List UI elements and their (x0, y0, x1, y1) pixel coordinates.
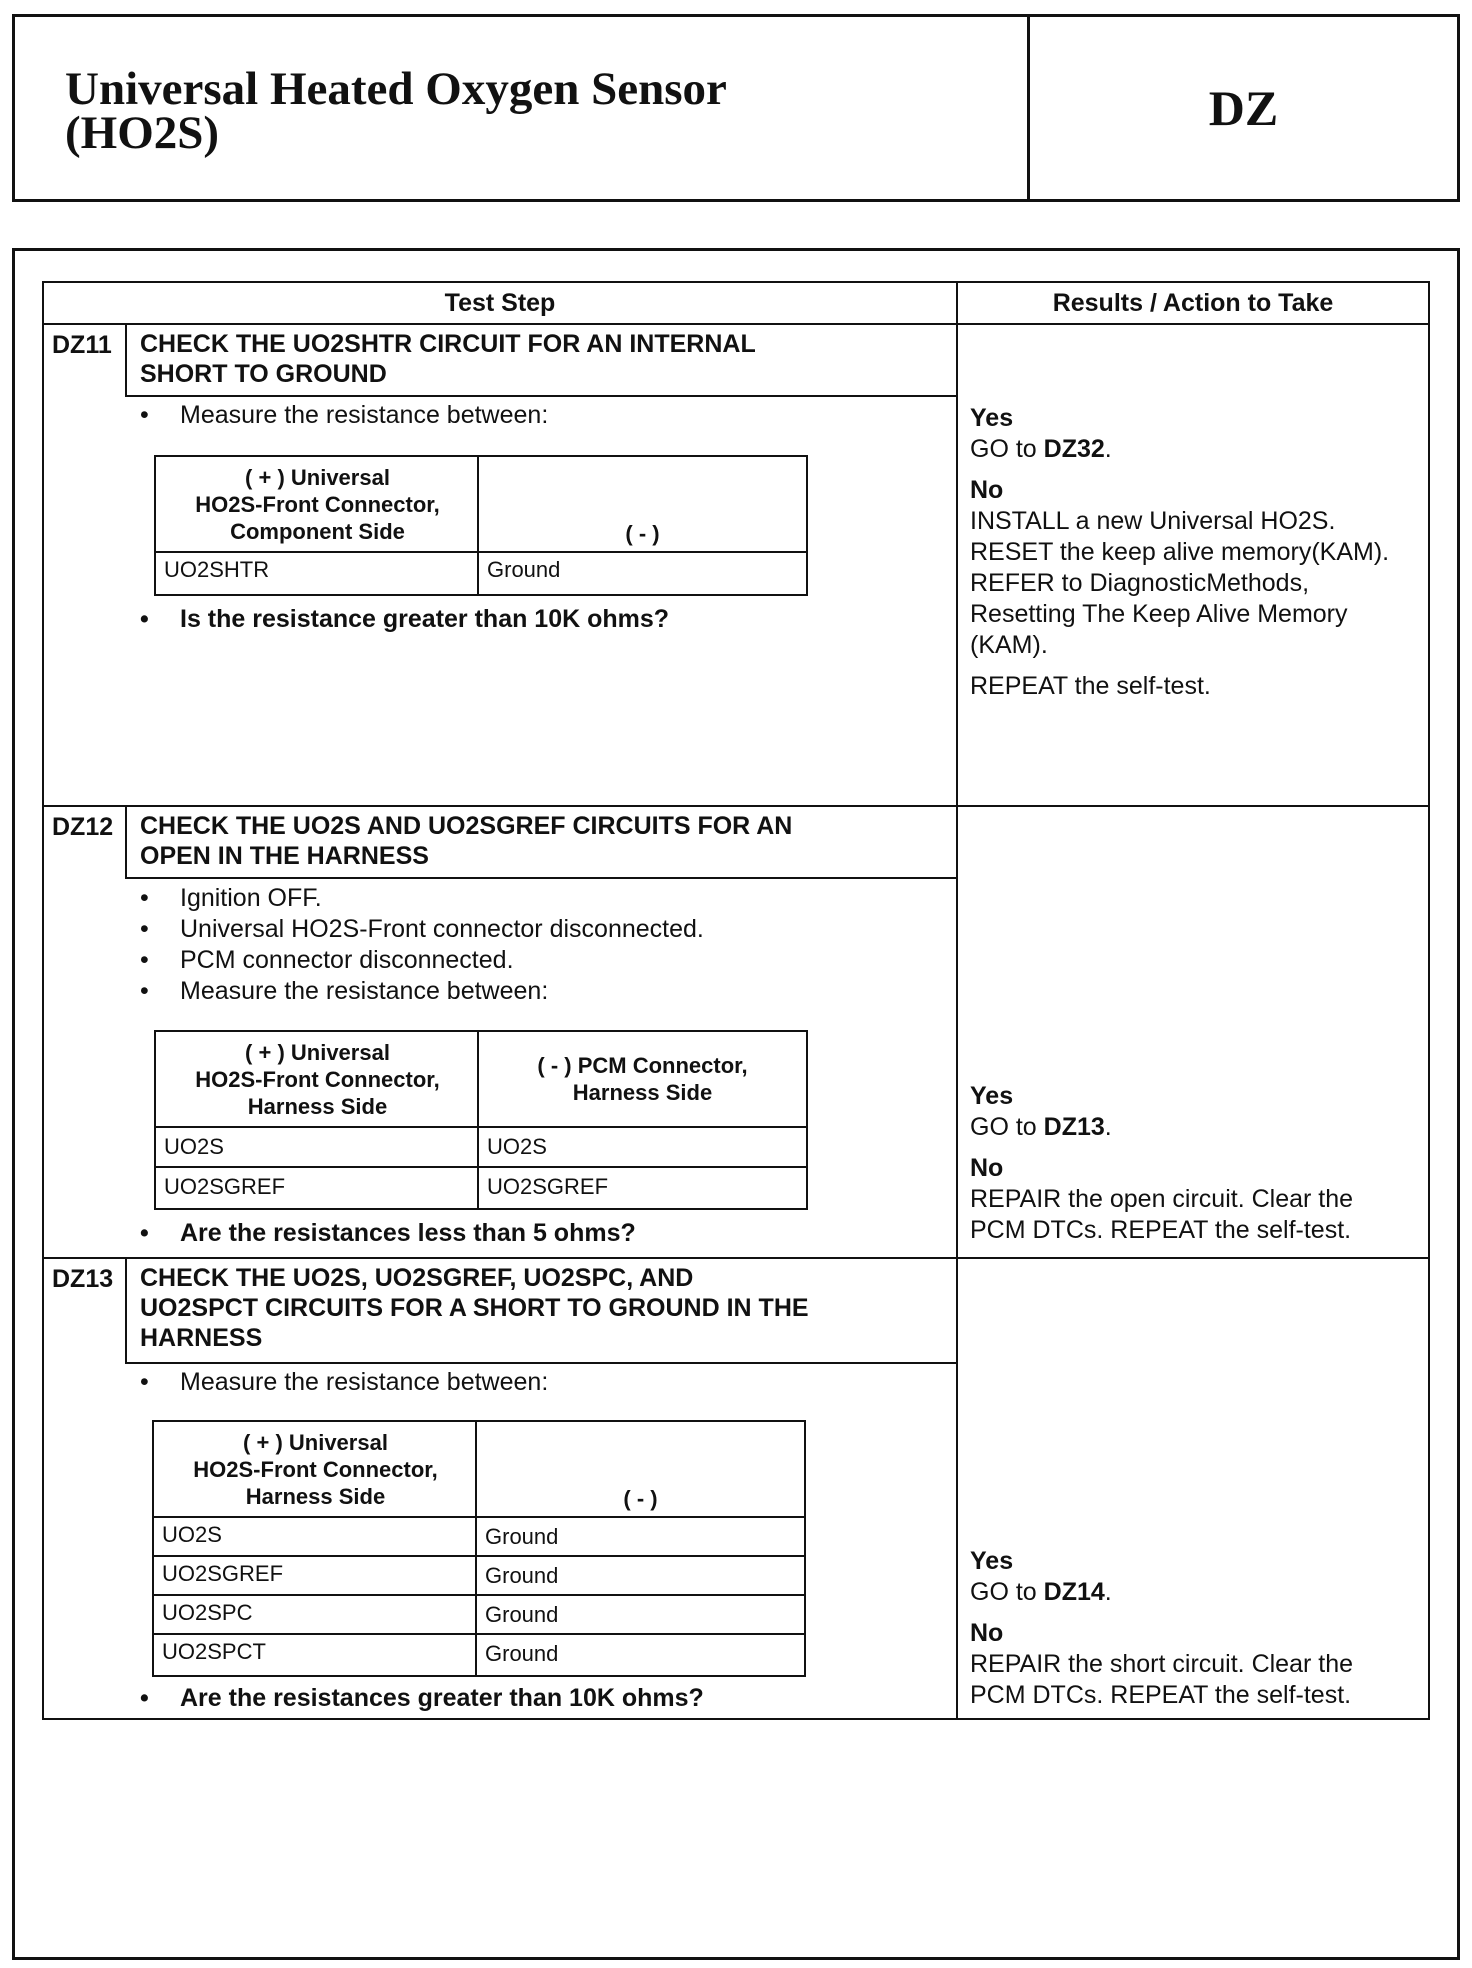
no-action: PCM DTCs. REPEAT the self-test. (970, 1681, 1352, 1709)
table-cell: UO2S (162, 1522, 222, 1547)
table-cell: Ground (487, 557, 561, 582)
step-bullet: • PCM connector disconnected. (140, 946, 514, 974)
connector-table (154, 1030, 808, 1210)
step-results (970, 1546, 1426, 1711)
step-bullet: • Universal HO2S-Front connector disconnected. (140, 915, 704, 943)
no-label: No (970, 1619, 1004, 1647)
step-title: CHECK THE UO2S AND UO2SGREF CIRCUITS FOR AN OPEN IN THE HARNESS (140, 812, 793, 870)
plus-header: ( + ) Universal HO2S-Front Connector, Harness Side (193, 1429, 438, 1509)
repeat-action: REPEAT the self-test. (970, 672, 1211, 700)
minus-header: ( - ) (623, 1486, 658, 1511)
yes-label: Yes (970, 1547, 1014, 1575)
test-step-table (42, 281, 1430, 1720)
no-label: No (970, 1154, 1004, 1182)
minus-header: ( - ) (625, 521, 660, 546)
step-title-rule (125, 395, 956, 397)
table-cell: UO2SGREF (164, 1174, 286, 1199)
no-action: RESET the keep alive memory(KAM). (970, 538, 1390, 566)
table-cell: UO2SHTR (164, 557, 270, 582)
step-results (970, 403, 1426, 702)
results-column-divider (956, 283, 958, 1718)
yes-action: GO to DZ13. (970, 1113, 1112, 1141)
table-cell: UO2S (487, 1134, 547, 1159)
yes-label: Yes (970, 1082, 1014, 1110)
test-step-header: Test Step (444, 288, 556, 317)
step-id: DZ12 (52, 813, 114, 841)
row-rule (154, 1594, 804, 1596)
step-bullet: • Measure the resistance between: (140, 401, 549, 429)
step-id-divider (125, 323, 127, 395)
step-id: DZ11 (52, 331, 112, 359)
step-separator (44, 805, 1428, 807)
page-title: Universal Heated Oxygen Sensor (HO2S) (65, 63, 727, 159)
document-header (12, 14, 1460, 202)
step-title-rule (125, 877, 956, 879)
row-rule (156, 1126, 806, 1128)
no-action: INSTALL a new Universal HO2S. (970, 507, 1336, 535)
step-separator (44, 1257, 1428, 1259)
step-question: • Are the resistances less than 5 ohms? (140, 1219, 636, 1247)
minus-header: ( - ) PCM Connector, Harness Side (537, 1053, 748, 1105)
step-id-divider (125, 805, 127, 877)
step-title: CHECK THE UO2SHTR CIRCUIT FOR AN INTERNAL SHORT TO GROUND (140, 330, 756, 388)
step-question: • Is the resistance greater than 10K ohms? (140, 605, 670, 633)
results-header: Results / Action to Take (1052, 288, 1334, 317)
step-title-rule (125, 1362, 956, 1364)
no-action: REPAIR the open circuit. Clear the (970, 1185, 1354, 1213)
connector-table (152, 1420, 806, 1677)
step-results (970, 1081, 1426, 1246)
no-action: (KAM). (970, 631, 1048, 659)
section-code: DZ (1208, 80, 1279, 136)
row-rule (156, 1166, 806, 1168)
table-cell: UO2SPC (162, 1600, 253, 1625)
row-rule (154, 1555, 804, 1557)
row-rule (154, 1633, 804, 1635)
plus-header: ( + ) Universal HO2S-Front Connector, Harness Side (195, 1039, 440, 1119)
plus-header: ( + ) Universal HO2S-Front Connector, Component Side (195, 464, 440, 544)
table-cell: UO2SGREF (162, 1561, 284, 1586)
table-cell: Ground (485, 1524, 559, 1549)
row-rule (156, 551, 806, 553)
no-label: No (970, 476, 1004, 504)
yes-action: GO to DZ14. (970, 1578, 1112, 1606)
step-id-divider (125, 1257, 127, 1362)
step-bullet: • Measure the resistance between: (140, 1368, 549, 1396)
next-step-link[interactable]: DZ14 (1043, 1578, 1105, 1606)
step-id: DZ13 (52, 1265, 114, 1293)
table-cell: UO2SGREF (487, 1174, 609, 1199)
column-header-rule (44, 323, 1428, 325)
no-action: REFER to DiagnosticMethods, (970, 569, 1310, 597)
no-action: Resetting The Keep Alive Memory (970, 600, 1348, 628)
table-cell: UO2SPCT (162, 1639, 266, 1664)
step-bullet: • Measure the resistance between: (140, 977, 549, 1005)
row-rule (154, 1516, 804, 1518)
yes-action: GO to DZ32. (970, 435, 1112, 463)
table-cell: Ground (485, 1602, 559, 1627)
yes-label: Yes (970, 404, 1014, 432)
step-question: • Are the resistances greater than 10K ohms? (140, 1684, 704, 1712)
table-cell: Ground (485, 1641, 559, 1666)
no-action: PCM DTCs. REPEAT the self-test. (970, 1216, 1352, 1244)
connector-table (154, 455, 808, 596)
table-cell: UO2S (164, 1134, 224, 1159)
next-step-link[interactable]: DZ13 (1043, 1113, 1105, 1141)
next-step-link[interactable]: DZ32 (1043, 435, 1105, 463)
step-bullet: • Ignition OFF. (140, 884, 322, 912)
step-title: CHECK THE UO2S, UO2SGREF, UO2SPC, AND UO2SPCT CIRCUITS FOR A SHORT TO GROUND IN THE HARNESS (140, 1264, 809, 1352)
no-action: REPAIR the short circuit. Clear the (970, 1650, 1354, 1678)
table-cell: Ground (485, 1563, 559, 1588)
